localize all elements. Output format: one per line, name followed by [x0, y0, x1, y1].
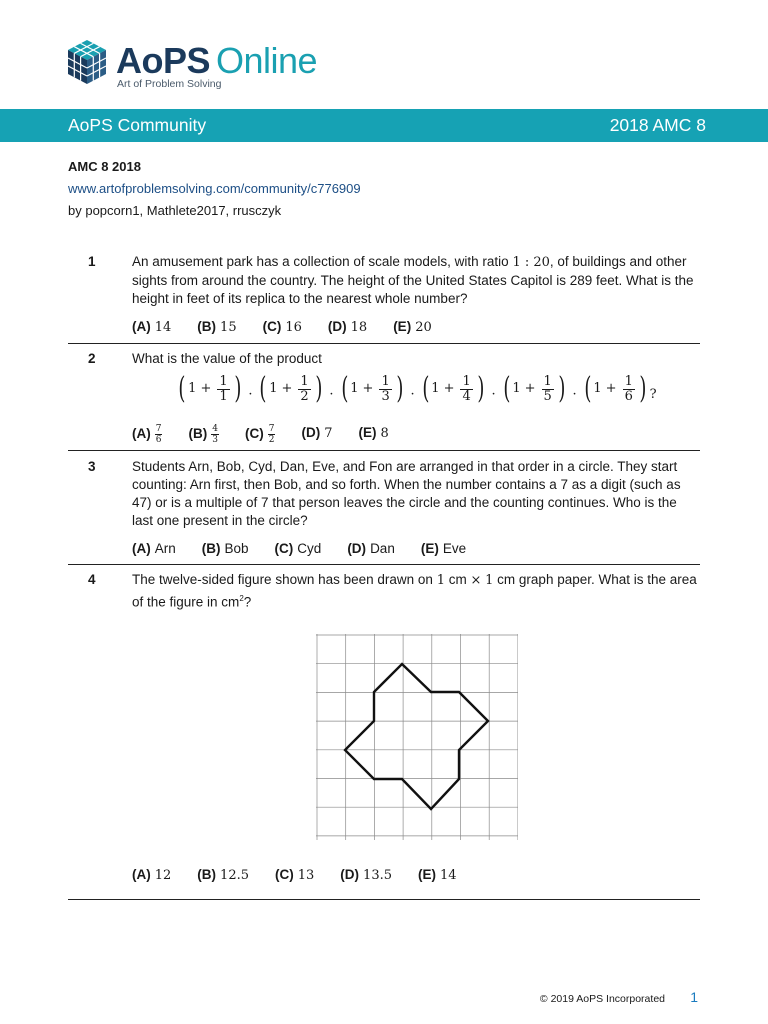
cube-logo-icon	[66, 38, 108, 86]
problem-number: 2	[88, 351, 96, 366]
ratio-math: 1 : 20	[512, 255, 550, 270]
choice-b: (B) 12.5	[197, 867, 249, 883]
product-factor: ( 1 + $\frac{1}{3}$ )	[340, 371, 404, 406]
contest-name: 2018 AMC 8	[609, 115, 706, 135]
problem-text: The twelve-sided figure shown has been drawn on	[132, 572, 437, 587]
problem-number: 4	[88, 572, 96, 587]
multiply-dot: ·	[248, 387, 253, 402]
choice-a: (A) 14	[132, 319, 172, 335]
problem-body	[132, 253, 700, 337]
header-bar	[0, 109, 768, 142]
problem-number: 3	[88, 459, 96, 474]
problem-2	[68, 350, 700, 445]
choice-b: (B) Bob	[201, 541, 249, 556]
logo-title-aops: AoPS	[116, 40, 211, 81]
choice-d: (D) 13.5	[340, 867, 392, 883]
multiply-dot: ·	[329, 387, 334, 402]
choice-d: (D) 7	[301, 425, 333, 441]
choice-b: (B) 15	[197, 319, 237, 335]
problem-1	[68, 253, 700, 337]
document-meta	[68, 156, 361, 222]
problem-text: Students Arn, Bob, Cyd, Dan, Eve, and Fon are arranged in that order in a circle. They start counting: Arn first, then Bob, and so forth. When the number contains a 7 as a digit (such as 47) or is a multiple of 7 that person leaves the circle and the counting continues. Who is the last one present in the circle?	[132, 459, 681, 528]
problem-text: , of buildings and other sights from around the country. The height of the United States Capitol is 289 feet. What is the height in feet of its replica to the nearest whole number?	[132, 254, 694, 306]
choice-c: (C) 16	[262, 319, 302, 335]
divider	[68, 450, 700, 451]
answer-choices	[132, 424, 700, 445]
choice-e: (E) 20	[393, 319, 432, 335]
question-mark: ?	[649, 387, 657, 402]
logo-subtitle: Art of Problem Solving	[117, 78, 222, 90]
choice-c: (C) 13	[275, 867, 315, 883]
answer-choices	[132, 540, 700, 558]
problem-body: The twelve-sided figure shown has been drawn on 1 cm × 1 cm graph paper. What is the area of the figure in $cm^2$?	[132, 572, 697, 610]
choice-c: (C) $\frac{7}{2}$	[244, 424, 275, 445]
copyright: © 2019 AoPS Incorporated	[539, 993, 665, 1005]
answer-choices	[132, 866, 700, 885]
product-factor: ( 1 + $\frac{1}{2}$ )	[259, 371, 323, 406]
multiply-dot: ·	[491, 387, 496, 402]
problem-body	[132, 350, 700, 445]
problem-4	[68, 571, 700, 612]
community-url-link[interactable]: www.artofproblemsolving.com/community/c776909	[68, 181, 361, 196]
divider	[68, 343, 700, 344]
twelve-sided-figure	[345, 664, 488, 809]
answer-choices	[132, 318, 700, 337]
product-expression	[132, 371, 700, 418]
multiply-dot: ·	[410, 387, 415, 402]
choice-c: (C) Cyd	[274, 541, 322, 556]
divider	[68, 564, 700, 565]
choice-d: (D) Dan	[347, 541, 395, 556]
problem-4-choices	[68, 866, 700, 885]
choice-e: (E) 14	[418, 867, 457, 883]
multiply-dot: ·	[572, 387, 577, 402]
choice-e: (E) Eve	[420, 541, 467, 556]
page-number: 1	[690, 989, 698, 1005]
graph-paper-figure	[316, 634, 518, 840]
community-link[interactable]: AoPS Community	[68, 115, 207, 135]
choice-e: (E) 8	[358, 425, 389, 441]
product-factor: ( 1 + $\frac{1}{1}$ )	[178, 371, 241, 406]
authors: by popcorn1, Mathlete2017, rrusczyk	[68, 203, 282, 218]
logo-title-online: Online	[216, 40, 318, 81]
choice-a: (A) Arn	[132, 541, 176, 556]
problem-text: What is the value of the product	[132, 351, 322, 366]
aops-logo[interactable]	[66, 36, 366, 92]
product-factor: ( 1 + $\frac{1}{5}$ )	[502, 371, 566, 406]
product-factor: ( 1 + $\frac{1}{6}$ )	[584, 371, 647, 406]
choice-a: (A) $\frac{7}{6}$	[132, 424, 162, 445]
problem-body	[132, 458, 700, 558]
choice-a: (A) 12	[132, 867, 172, 883]
divider	[68, 899, 700, 900]
problem-text: An amusement park has a collection of scale models, with ratio	[132, 254, 513, 269]
choice-b: (B) $\frac{4}{3}$	[188, 424, 218, 445]
choice-d: (D) 18	[327, 319, 368, 335]
problem-number: 1	[88, 254, 96, 269]
document-title: AMC 8 2018	[68, 159, 141, 174]
problem-3	[68, 458, 700, 558]
product-factor: ( 1 + $\frac{1}{4}$ )	[421, 371, 485, 406]
